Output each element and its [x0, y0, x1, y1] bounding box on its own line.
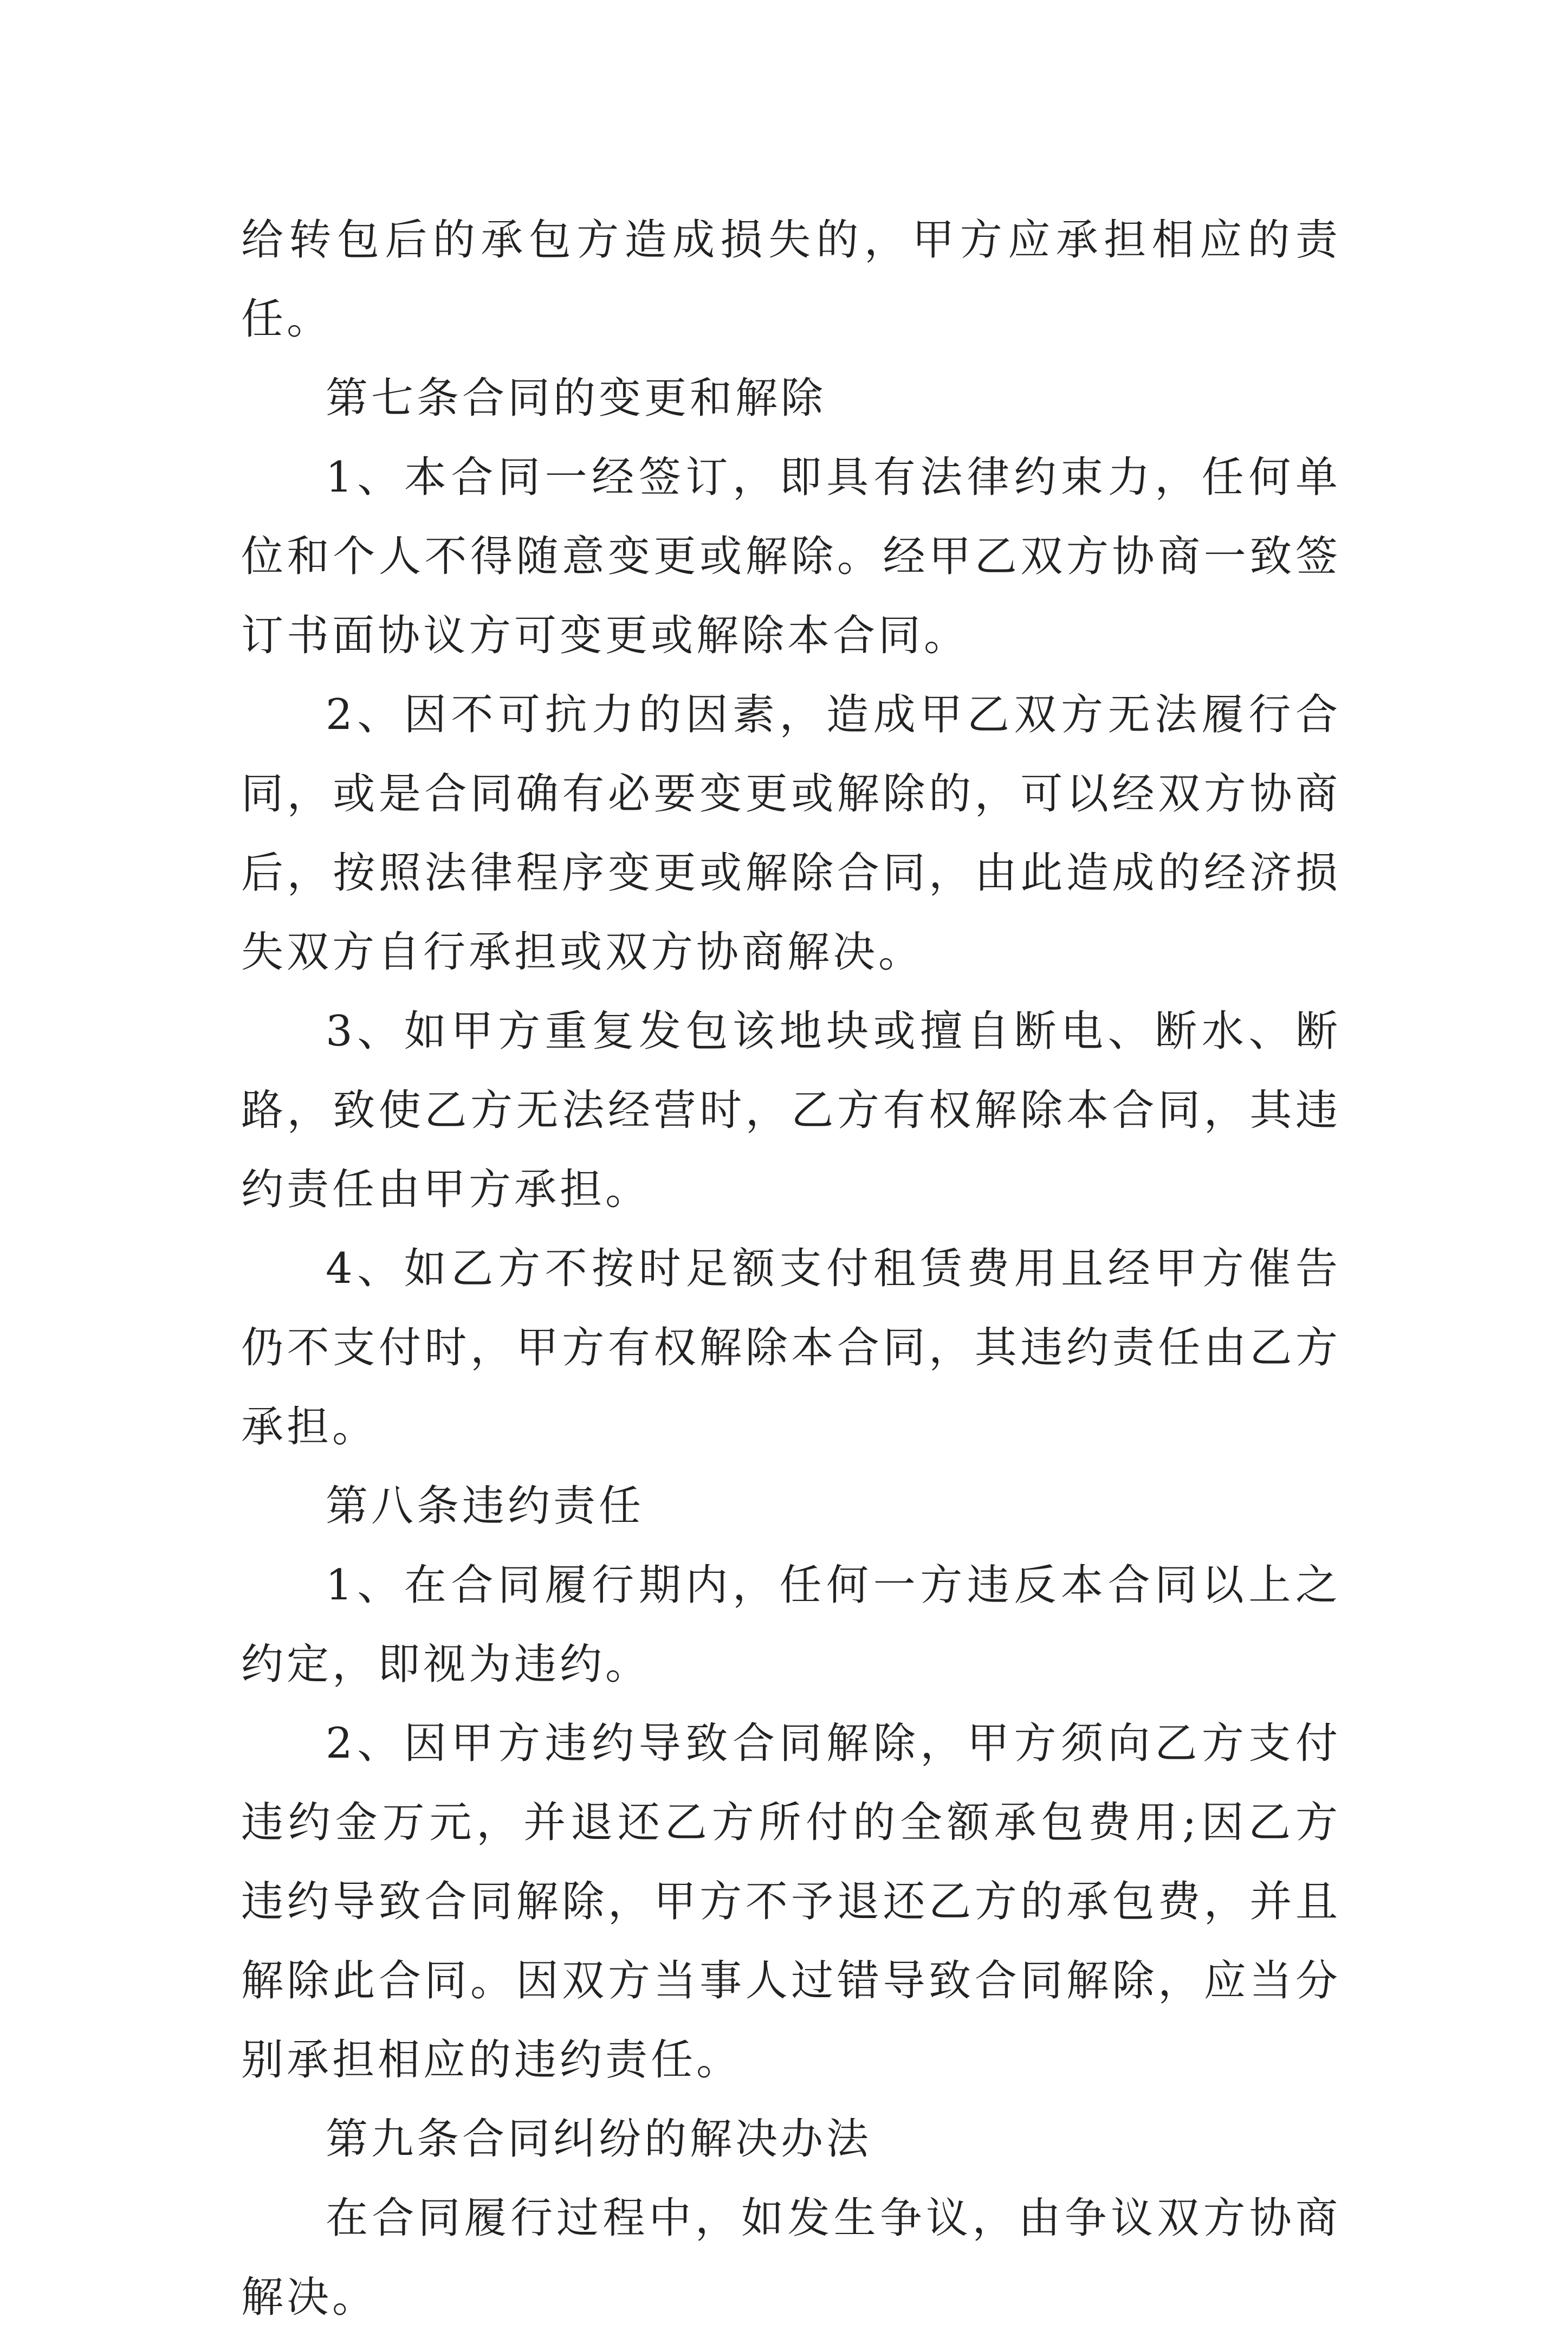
document-body — [241, 201, 1341, 2337]
article-9-body: 在合同履行过程中，如发生争议，由争议双方协商解决。 — [241, 2194, 1341, 2322]
article-8-clause-1: 1、在合同履行期内，任何一方违反本合同以上之约定，即视为违约。 — [241, 1561, 1341, 1689]
article-9-heading: 第九条合同纠纷的解决办法 — [326, 2115, 872, 2164]
article-7-clause-2: 2、因不可抗力的因素，造成甲乙双方无法履行合同，或是合同确有必要变更或解除的，可以经双方协商后，按照法律程序变更或解除合同，由此造成的经济损失双方自行承担或双方协商解决。 — [241, 690, 1341, 977]
article-7-heading: 第七条合同的变更和解除 — [326, 374, 827, 423]
article-8-clause-2: 2、因甲方违约导致合同解除，甲方须向乙方支付违约金万元，并退还乙方所付的全额承包费用;因乙方违约导致合同解除，甲方不予退还乙方的承包费，并且解除此合同。因双方当事人过错导致合同解除，应当分别承担相应的违约责任。 — [241, 1719, 1341, 2084]
paragraph-continuation: 给转包后的承包方造成损失的，甲方应承担相应的责任。 — [241, 216, 1341, 344]
article-7-clause-1: 1、本合同一经签订，即具有法律约束力，任何单位和个人不得随意变更或解除。经甲乙双方协商一致签订书面协议方可变更或解除本合同。 — [241, 453, 1341, 660]
article-7-clause-3: 3、如甲方重复发包该地块或擅自断电、断水、断路，致使乙方无法经营时，乙方有权解除本合同，其违约责任由甲方承担。 — [241, 1007, 1341, 1214]
article-8-heading: 第八条违约责任 — [326, 1482, 645, 1531]
article-7-clause-4: 4、如乙方不按时足额支付租赁费用且经甲方催告仍不支付时，甲方有权解除本合同，其违约责任由乙方承担。 — [241, 1244, 1341, 1451]
